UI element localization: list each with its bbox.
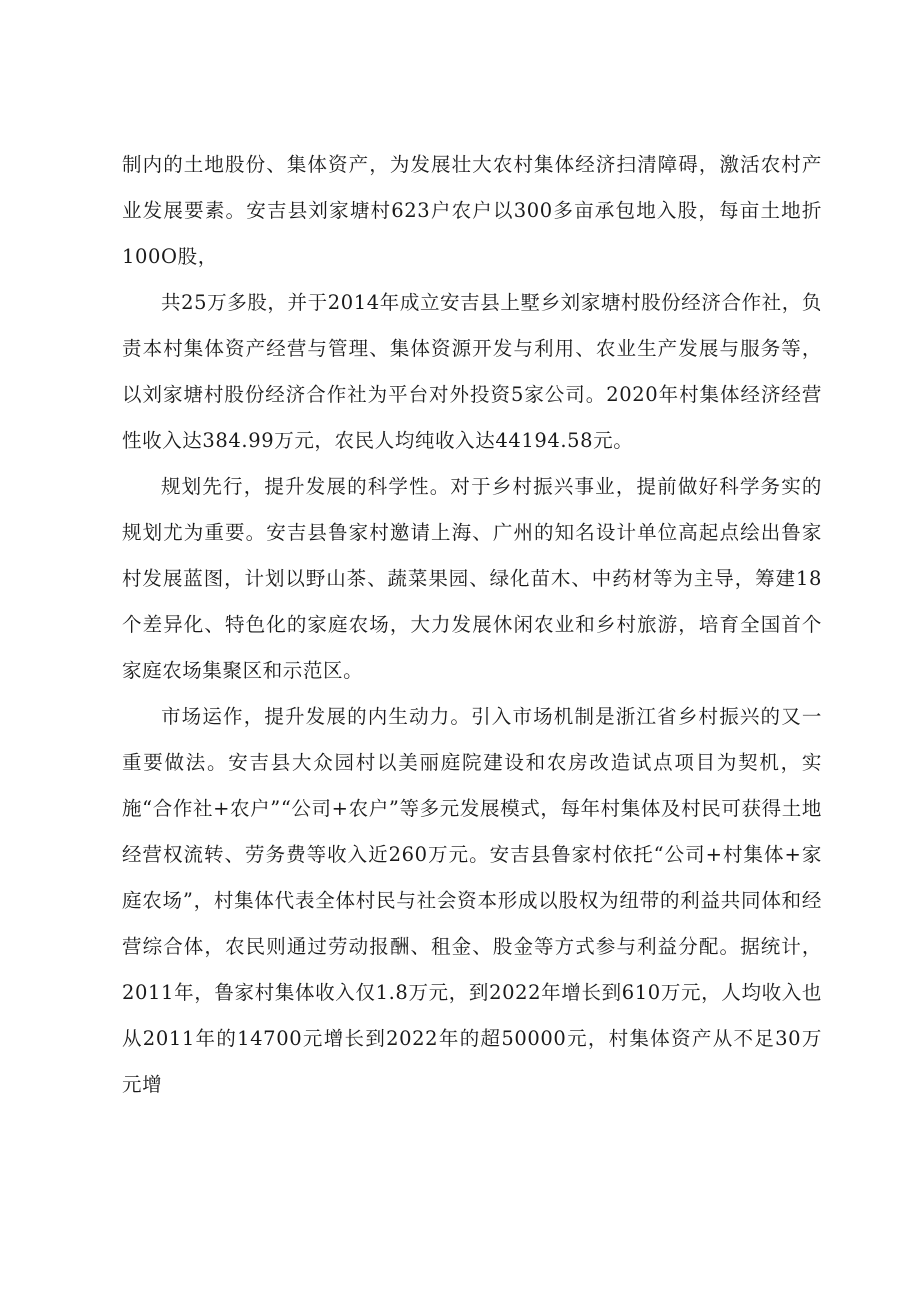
document-body — [122, 142, 822, 1108]
paragraph-planning: 规划先行，提升发展的科学性。对于乡村振兴事业，提前做好科学务实的规划尤为重要。安吉县鲁家村邀请上海、广州的知名设计单位高起点绘出鲁家村发展蓝图，计划以野山茶、蔬菜果园、绿化苗木、中药材等为主导，筹建18个差异化、特色化的家庭农场，大力发展休闲农业和乡村旅游，培育全国首个家庭农场集聚区和示范区。 — [122, 475, 822, 682]
paragraph-market: 市场运作，提升发展的内生动力。引入市场机制是浙江省乡村振兴的又一重要做法。安吉县大众园村以美丽庭院建设和农房改造试点项目为契机，实施“合作社+农户”“公司+农户”等多元发展模式，每年村集体及村民可获得土地经营权流转、劳务费等收入近260万元。安吉县鲁家村依托“公司+村集体+家庭农场”，村集体代表全体村民与社会资本形成以股权为纽带的利益共同体和经营综合体，农民则通过劳动报酬、租金、股金等方式参与利益分配。据统计，2011年，鲁家村集体收入仅1.8万元，到2022年增长到610万元，人均收入也从2011年的14700元增长到2022年的超50000元，村集体资产从不足30万元增 — [122, 705, 822, 1096]
paragraph-cooperative: 共25万多股，并于2014年成立安吉县上墅乡刘家塘村股份经济合作社，负责本村集体资产经营与管理、集体资源开发与利用、农业生产发展与服务等，以刘家塘村股份经济合作社为平台对外投资5家公司。2020年村集体经济经营性收入达384.99万元，农民人均纯收入达44194.58元。 — [122, 291, 822, 452]
paragraph-continuation: 制内的土地股份、集体资产，为发展壮大农村集体经济扫清障碍，激活农村产业发展要素。安吉县刘家塘村623户农户以300多亩承包地入股，每亩土地折100O股， — [122, 153, 822, 268]
